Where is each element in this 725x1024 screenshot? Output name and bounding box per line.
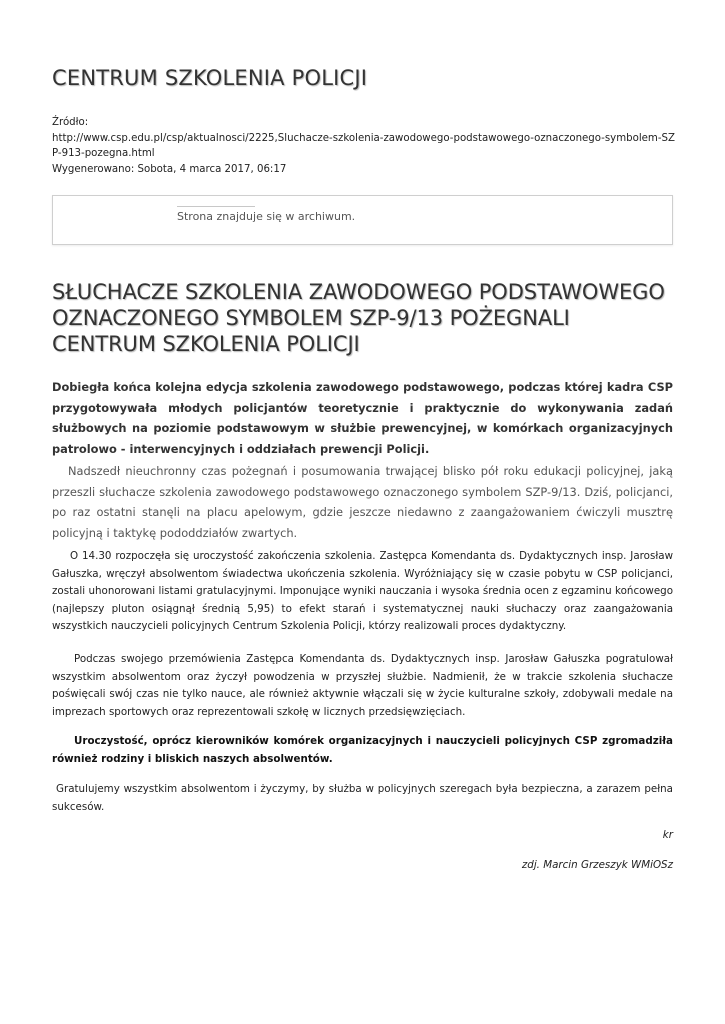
- article-paragraph-ceremony: O 14.30 rozpoczęła się uroczystość zakończenia szkolenia. Zastępca Komendanta ds. Dydaktycznych insp. Jarosław Gałuszka, wręczył absolwentom świadectwa ukończenia szkolenia. Wyróżniający się w czasie pobytu w CSP policjanci, zostali uhonorowani listami gratulacyjnymi. Imponujące wyniki nauczania i wysoka średnia ocen z egzaminu końcowego (najlepszy pluton osiągnął średnią 5,95) to efekt starań i systematycznej nauki słuchaczy oraz zaangażowania wszystkich nauczycieli policyjnych Centrum Szkolenia Policji, którzy realizowali proces dydaktyczny.: [52, 550, 673, 632]
- archive-divider: [177, 206, 255, 207]
- article-headline: SŁUCHACZE SZKOLENIA ZAWODOWEGO PODSTAWOWEGO OZNACZONEGO SYMBOLEM SZP-9/13 POŻEGNALI CENTRUM SZKOLENIA POLICJI: [52, 280, 665, 356]
- article-paragraph-speech: Podczas swojego przemówienia Zastępca Komendanta ds. Dydaktycznych insp. Jarosław Gałuszka pogratulował wszystkim absolwentom oraz życzył powodzenia w przyszłej służbie. Nadmienił, że w trakcie szkolenia słuchacze poświęcali swój czas nie tylko nauce, ale również aktywnie włączali się w życie kulturalne szkoły, zdobywali medale na imprezach sportowych oraz reprezentowali szkołę w licznych przedsięwzięciach.: [52, 653, 673, 718]
- source-label: Źródło:: [52, 117, 89, 128]
- article-paragraph-congrats: Gratulujemy wszystkim absolwentom i życzymy, by służba w policyjnych szeregach była bezpieczna, a zarazem pełna sukcesów.: [52, 783, 673, 813]
- author-initials: kr: [662, 829, 673, 841]
- site-title: CENTRUM SZKOLENIA POLICJI: [52, 66, 368, 90]
- article-lead: Dobiegła końca kolejna edycja szkolenia zawodowego podstawowego, podczas której kadra CSP przygotowywała młodych policjantów teoretycznie i praktycznie do wykonywania zadań służbowych na poziomie podstawowym w służbie prewencyjnej, w komórkach organizacyjnych patrolowo - interwencyjnych i oddziałach prewencji Policji.: [52, 380, 673, 456]
- article-intro: Nadszedł nieuchronny czas pożegnań i posumowania trwającej blisko pół roku edukacji policyjnej, jaką przeszli słuchacze szkolenia zawodowego podstawowego oznaczonego symbolem SZP-9/13. Dziś, policjanci, po raz ostatni stanęli na placu apelowym, gdzie jeszcze niedawno z zaangażowaniem ćwiczyli musztrę policyjną i taktykę pododdziałów zwartych.: [52, 464, 673, 540]
- generated-date: Wygenerowano: Sobota, 4 marca 2017, 06:17: [52, 163, 287, 175]
- source-meta: [52, 115, 677, 177]
- article-paragraph-guests: Uroczystość, oprócz kierowników komórek organizacyjnych i nauczycieli policyjnych CSP zgromadziła również rodziny i bliskich naszych absolwentów.: [52, 735, 673, 765]
- photo-credit: zdj. Marcin Grzeszyk WMiOSz: [521, 859, 673, 871]
- archive-notice-box: [52, 195, 673, 245]
- source-url: http://www.csp.edu.pl/csp/aktualnosci/2225,Sluchacze-szkolenia-zawodowego-podstawowego-oznaczonego-symbolem-SZP-913-pozegna.html: [52, 132, 675, 159]
- archive-notice: Strona znajduje się w archiwum.: [177, 210, 356, 223]
